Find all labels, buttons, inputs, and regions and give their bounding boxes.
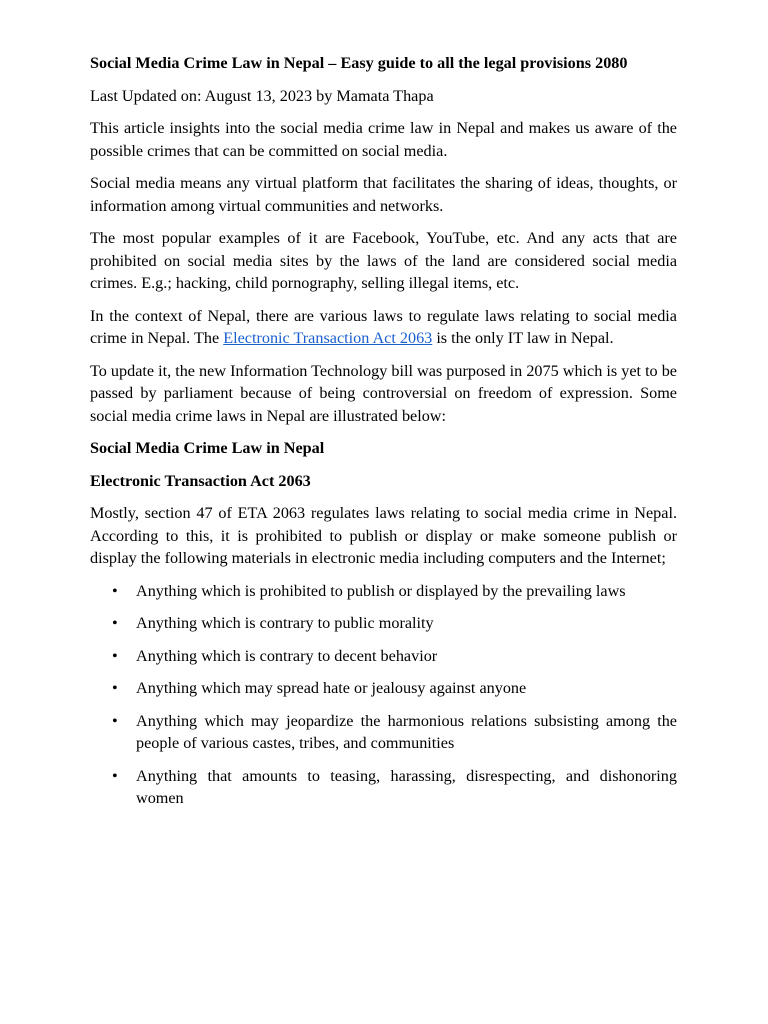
- context-text-end: is the only IT law in Nepal.: [432, 329, 614, 347]
- context-text-start: In the context of Nepal, there are various laws to regulate laws relating to social media crime in Nepal. The: [90, 306, 677, 347]
- list-item-text: Anything which may spread hate or jealousy against anyone: [136, 679, 527, 697]
- section-heading-social-media-crime-law: Social Media Crime Law in Nepal: [90, 439, 325, 457]
- list-item-text: Anything which is contrary to public morality: [136, 614, 434, 632]
- list-item-text: Anything which may jeopardize the harmonious relations subsisting among the people of various castes, tribes, and communities: [136, 711, 677, 752]
- list-item: [90, 580, 677, 603]
- document-title: Social Media Crime Law in Nepal – Easy guide to all the legal provisions 2080: [90, 54, 628, 72]
- paragraph-section-47: Mostly, section 47 of ETA 2063 regulates laws relating to social media crime in Nepal. According to this, it is prohibited to publish or display or make someone publish or display the following materials in electronic media including computers and the Internet;: [90, 504, 677, 567]
- bullet-icon: •: [112, 766, 118, 785]
- paragraph-context: [90, 305, 677, 350]
- last-updated-line: Last Updated on: August 13, 2023 by Mamata Thapa: [90, 86, 434, 105]
- bullet-icon: •: [112, 581, 118, 600]
- bullet-icon: •: [112, 711, 118, 730]
- bullet-icon: •: [112, 679, 118, 697]
- paragraph-definition: Social media means any virtual platform that facilitates the sharing of ideas, thoughts, or information among virtual communities and networks.: [90, 174, 677, 215]
- paragraph-it-bill: To update it, the new Information Technology bill was purposed in 2075 which is yet to be passed by parliament because of being controversial on freedom of expression. Some social media crime laws in Nepal are illustrated below:: [90, 361, 677, 425]
- list-item: [90, 612, 677, 635]
- list-item: [90, 710, 677, 755]
- list-item: [90, 645, 677, 668]
- paragraph-examples: The most popular examples of it are Facebook, YouTube, etc. And any acts that are prohibited on social media sites by the laws of the land are considered social media crimes. E.g.; hacking, child pornography, selling illegal items, etc.: [90, 229, 677, 292]
- document-page: [90, 52, 677, 820]
- list-item-text: Anything which is prohibited to publish or displayed by the prevailing laws: [136, 581, 626, 600]
- prohibited-materials-list: [90, 580, 677, 810]
- list-item: [90, 765, 677, 810]
- paragraph-intro: This article insights into the social media crime law in Nepal and makes us aware of the possible crimes that can be committed on social media.: [90, 119, 677, 160]
- bullet-icon: •: [112, 614, 118, 632]
- bullet-icon: •: [112, 646, 118, 665]
- eta-2063-link[interactable]: Electronic Transaction Act 2063: [223, 329, 433, 347]
- list-item-text: Anything that amounts to teasing, harassing, disrespecting, and dishonoring women: [136, 766, 677, 807]
- list-item-text: Anything which is contrary to decent behavior: [136, 646, 438, 665]
- section-heading-eta-2063: Electronic Transaction Act 2063: [90, 471, 311, 490]
- list-item: [90, 677, 677, 700]
